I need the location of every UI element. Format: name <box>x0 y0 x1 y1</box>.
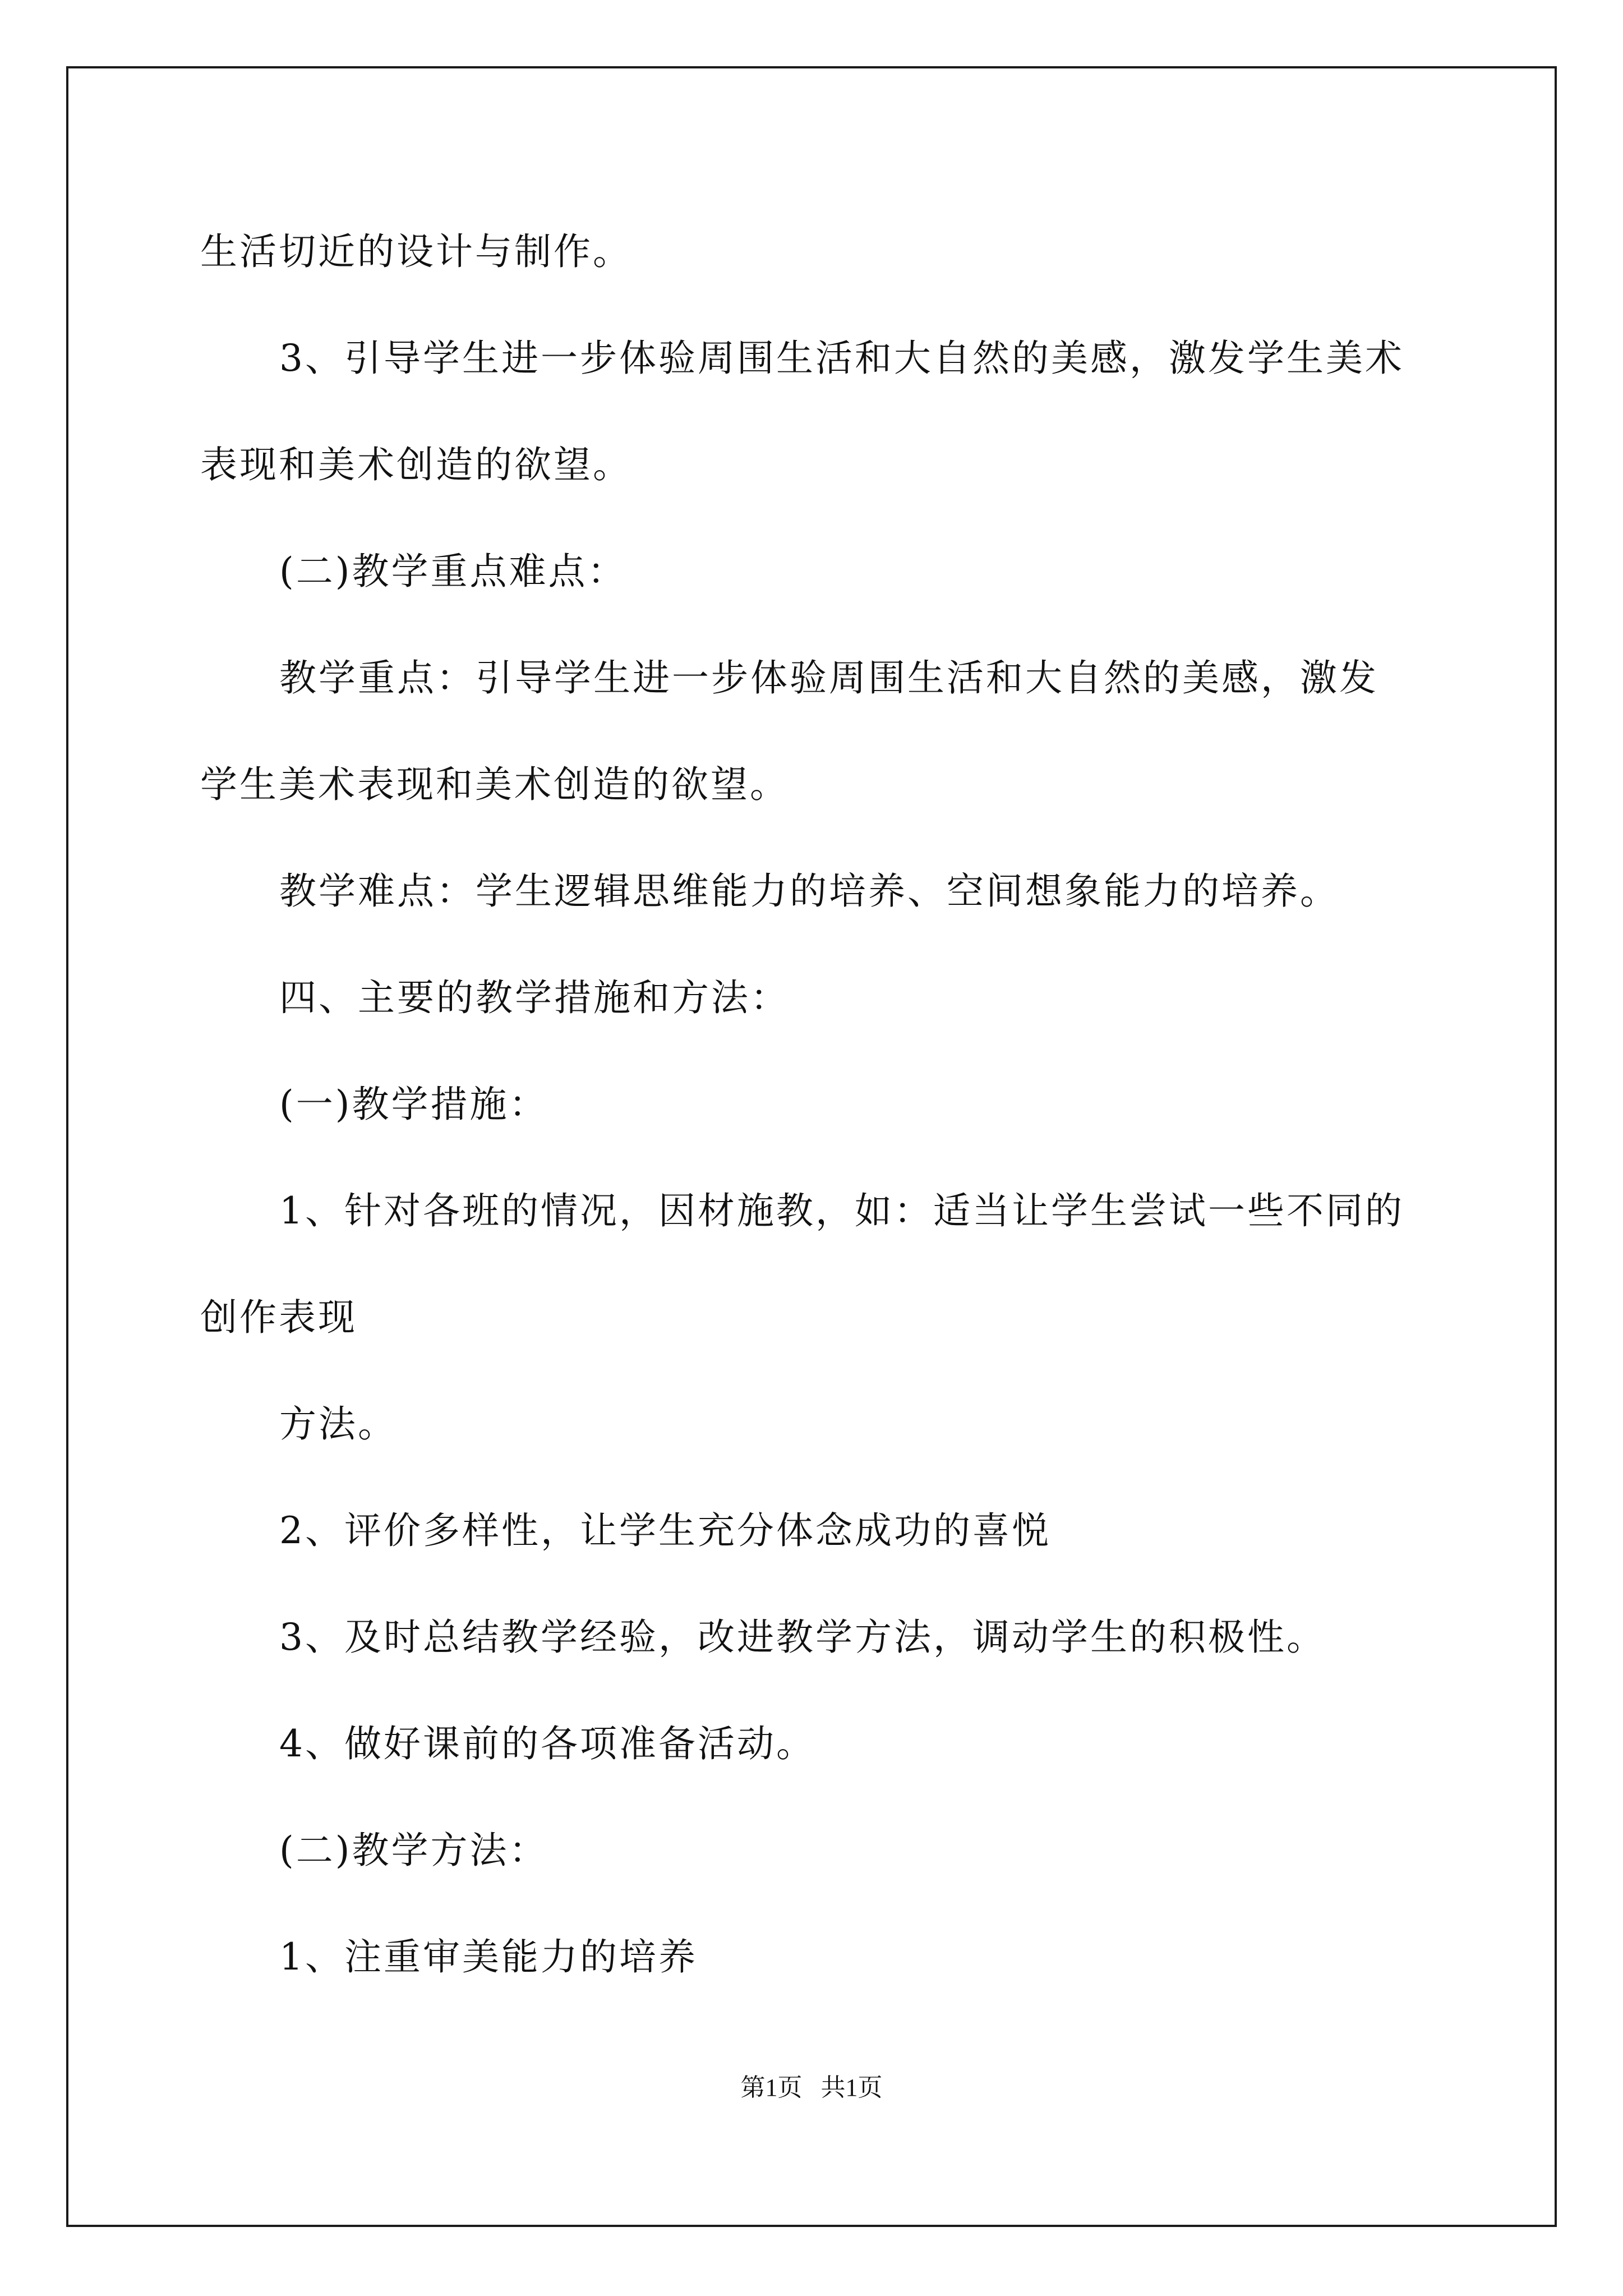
text-line: 1、针对各班的情况，因材施教，如：适当让学生尝试一些不同的 <box>279 1189 1404 1232</box>
text-line: 方法。 <box>279 1402 397 1446</box>
text-line: 4、做好课前的各项准备活动。 <box>279 1722 815 1765</box>
text-line: 表现和美术创造的欲望。 <box>200 443 632 486</box>
text-line: 教学难点：学生逻辑思维能力的培养、空间想象能力的培养。 <box>279 869 1339 913</box>
text-line: (一)教学措施： <box>279 1083 548 1126</box>
page-number-footer: 第1页 共1页 <box>740 2074 883 2101</box>
text-line: (二)教学方法： <box>279 1829 548 1872</box>
text-line: 3、引导学生进一步体验周围生活和大自然的美感，激发学生美术 <box>279 337 1404 380</box>
text-line: 学生美术表现和美术创造的欲望。 <box>200 763 789 806</box>
text-line: 1、注重审美能力的培养 <box>279 1935 698 1978</box>
text-line: (二)教学重点难点： <box>279 550 627 593</box>
page-border <box>66 66 1557 2227</box>
text-line: 四、主要的教学措施和方法： <box>279 976 790 1019</box>
text-line: 3、及时总结教学经验，改进教学方法，调动学生的积极性。 <box>279 1616 1326 1659</box>
text-line: 生活切近的设计与制作。 <box>200 230 632 273</box>
text-line: 2、评价多样性，让学生充分体念成功的喜悦 <box>279 1509 1051 1552</box>
text-line: 创作表现 <box>200 1296 357 1339</box>
text-line: 教学重点：引导学生进一步体验周围生活和大自然的美感，激发 <box>279 656 1378 700</box>
